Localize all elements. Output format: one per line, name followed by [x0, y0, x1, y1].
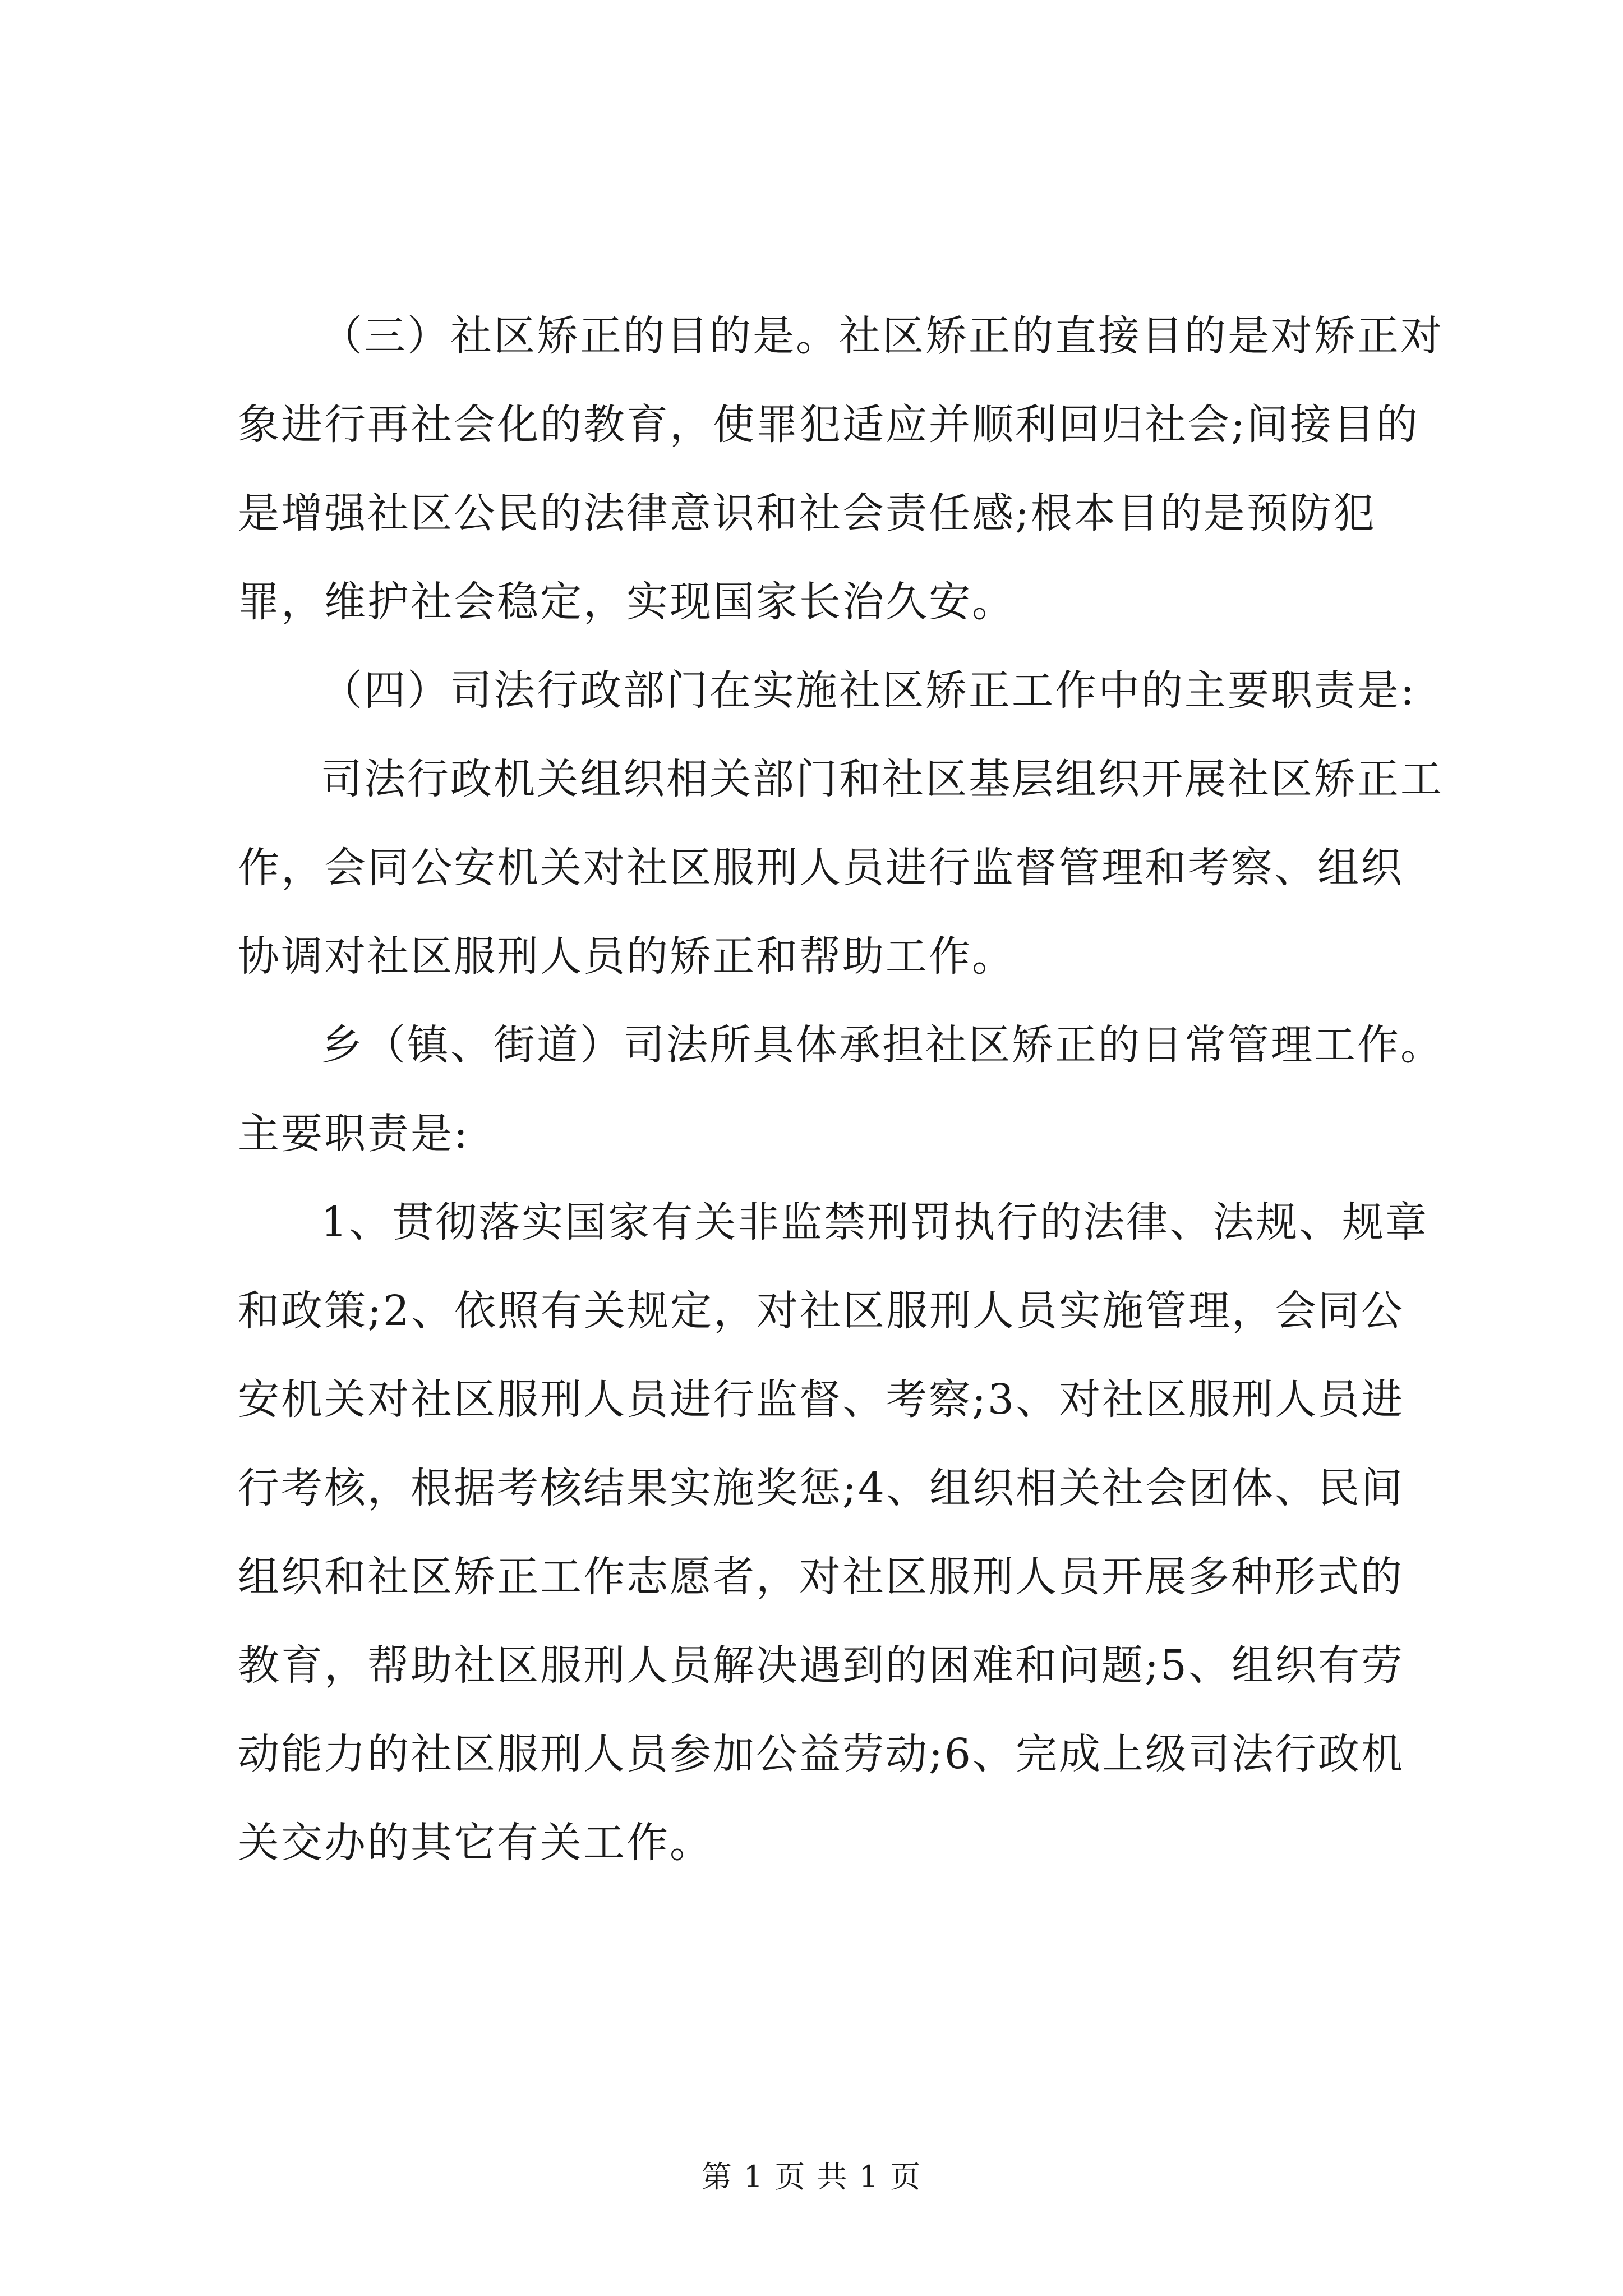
- paragraph-purpose: （三）社区矫正的目的是。社区矫正的直接目的是对矫正对象进行再社会化的教育，使罪犯适应并顺利回归社会;间接目的是增强社区公民的法律意识和社会责任感;根本目的是预防犯罪，维护社会稳定，实现国家长治久安。: [238, 312, 1444, 626]
- page-footer: 第 1 页 共 1 页: [701, 2159, 922, 2194]
- document-body: [238, 292, 1444, 1887]
- paragraph-justice-office: 乡（镇、街道）司法所具体承担社区矫正的日常管理工作。主要职责是:: [238, 1021, 1444, 1158]
- paragraph-duties-heading: （四）司法行政部门在实施社区矫正工作中的主要职责是:: [321, 666, 1416, 715]
- paragraph-duties-list: 1、贯彻落实国家有关非监禁刑罚执行的法律、法规、规章和政策;2、依照有关规定，对社区服刑人员实施管理，会同公安机关对社区服刑人员进行监督、考察;3、对社区服刑人员进行考核，根据考核结果实施奖惩;4、组织相关社会团体、民间组织和社区矫正工作志愿者，对社区服刑人员开展多种形式的教育，帮助社区服刑人员解决遇到的困难和问题;5、组织有劳动能力的社区服刑人员参加公益劳动;6、完成上级司法行政机关交办的其它有关工作。: [238, 1198, 1429, 1867]
- paragraph-judicial-organs: 司法行政机关组织相关部门和社区基层组织开展社区矫正工作，会同公安机关对社区服刑人员进行监督管理和考察、组织协调对社区服刑人员的矫正和帮助工作。: [238, 755, 1444, 981]
